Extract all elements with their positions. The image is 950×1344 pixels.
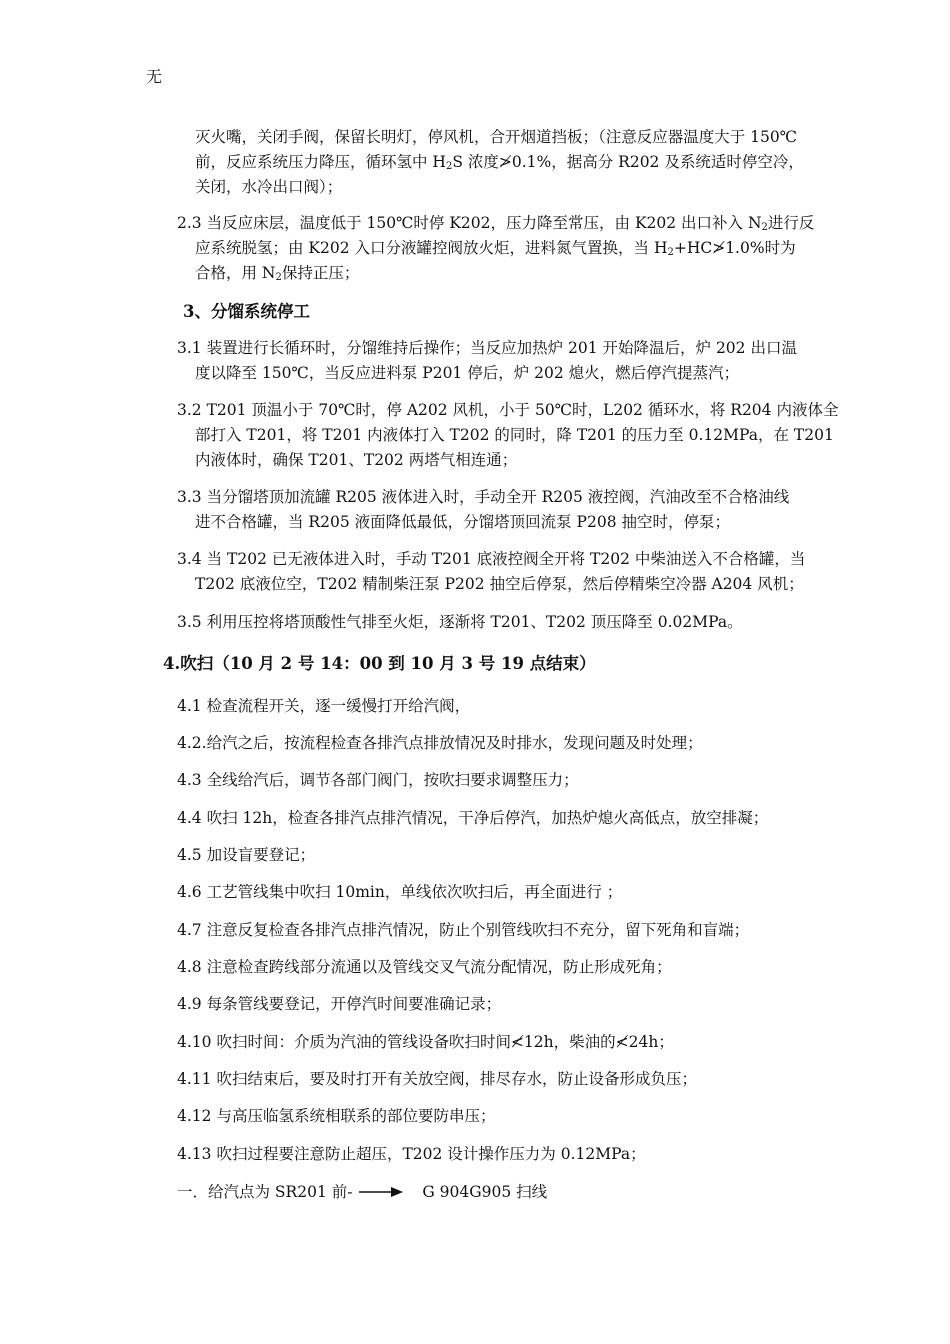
item-2-3-line: 2.3 当反应床层，温度低于 150℃时停 K202，压力降至常压，由 K202 出口补入 $N_2$进行反 [177, 214, 815, 233]
item-3-3-line: 进不合格罐，当 R205 液面降低最低，分馏塔顶回流泵 P208 抽空时，停泵； [195, 513, 730, 531]
list-item: 4.9 每条管线要登记，开停汽时间要准确记录； [177, 995, 502, 1013]
list-item: 4.6 工艺管线集中吹扫 10min，单线依次吹扫后，再全面进行 ； [177, 883, 623, 901]
page-header: 无 [146, 67, 163, 86]
list-item: 4.5 加设盲要登记； [177, 846, 316, 864]
item-3-5-line: 3.5 利用压控将塔顶酸性气排至火炬，逐渐将 T201、T202 顶压降至 0.02MPa。 [177, 613, 743, 631]
item-3-2-line: 内液体时，确保 T201、T202 两塔气相连通； [195, 451, 518, 469]
section-heading-3: 3、分馏系统停工 [183, 302, 310, 321]
list-item: 4.11 吹扫结束后，要及时打开有关放空阀，排尽存水，防止设备形成负压； [177, 1070, 697, 1088]
item-3-3-line: 3.3 当分馏塔顶加流罐 R205 液体进入时，手动全开 R205 液控阀，汽油改至不合格油线 [177, 488, 790, 506]
item-3-4-line: T202 底液位空，T202 精制柴汪泵 P202 抽空后停泵，然后停精柴空冷器 A204 风机； [195, 575, 804, 593]
list-item: 4.2.给汽之后，按流程检查各排汽点排放情况及时排水，发现问题及时处理； [177, 734, 703, 752]
list-item: 4.8 注意检查跨线部分流通以及管线交叉气流分配情况，防止形成死角； [177, 958, 672, 976]
item-3-2-line: 部打入 T201，将 T201 内液体打入 T202 的同时，降 T201 的压力至 0.12MPa，在 T201 [195, 426, 834, 444]
item-3-1-line: 3.1 装置进行长循环时，分馏维持后操作；当反应加热炉 201 开始降温后，炉 202 出口温 [177, 339, 797, 357]
item-3-1-line: 度以降至 150℃，当反应进料泵 P201 停后，炉 202 熄火，燃后停汽提蒸汽； [195, 364, 740, 382]
paragraph-line: 灭火嘴，关闭手阀，保留长明灯，停风机，合开烟道挡板；（注意反应器温度大于 150℃ [195, 128, 798, 146]
list-item: 4.7 注意反复检查各排汽点排汽情况，防止个别管线吹扫不充分，留下死角和盲端； [177, 921, 750, 939]
list-item: 4.13 吹扫过程要注意防止超压，T202 设计操作压力为 0.12MPa； [177, 1145, 646, 1163]
list-item: 4.4 吹扫 12h，检查各排汽点排汽情况，干净后停汽，加热炉熄火高低点，放空排凝； [177, 809, 769, 827]
item-3-4-line: 3.4 当 T202 已无液体进入时，手动 T201 底液控阀全开将 T202 中柴油送入不合格罐，当 [177, 550, 806, 568]
steam-target-label: G 904G905 扫线 [422, 1183, 548, 1201]
item-3-2-line: 3.2 T201 顶温小于 70℃时，停 A202 风机，小于 50℃时，L202 循环水，将 R204 内液体全 [177, 401, 839, 419]
paragraph-line: 关闭，水冷出口阀）； [195, 178, 343, 196]
item-2-3-line: 合格，用 $N_2$保持正压； [195, 264, 360, 283]
paragraph-line: 前，反应系统压力降压，循环氢中 $H_2S$ 浓度≯0.1%，据高分 R202 及系统适时停空冷， [195, 153, 804, 172]
section-heading-4: 4.吹扫（10 月 2 号 14：00 到 10 月 3 号 19 点结束） [163, 654, 596, 673]
item-2-3-line: 应系统脱氢；由 K202 入口分液罐控阀放火炬，进料氮气置换，当 $H_2+HC≯1.0\%$时为 [195, 239, 796, 258]
list-item: 4.1 检查流程开关，逐一缓慢打开给汽阀， [177, 697, 471, 715]
list-item: 4.10 吹扫时间：介质为汽油的管线设备吹扫时间≮12h，柴油的≮24h； [177, 1033, 674, 1051]
steam-point-label: 一．给汽点为 SR201 前- [177, 1183, 353, 1201]
steam-point-line [177, 1180, 547, 1205]
list-item: 4.12 与高压临氢系统相联系的部位要防串压； [177, 1107, 496, 1125]
list-item: 4.3 全线给汽后，调节各部门阀门，按吹扫要求调整压力； [177, 771, 579, 789]
right-arrow-icon [359, 1185, 403, 1199]
